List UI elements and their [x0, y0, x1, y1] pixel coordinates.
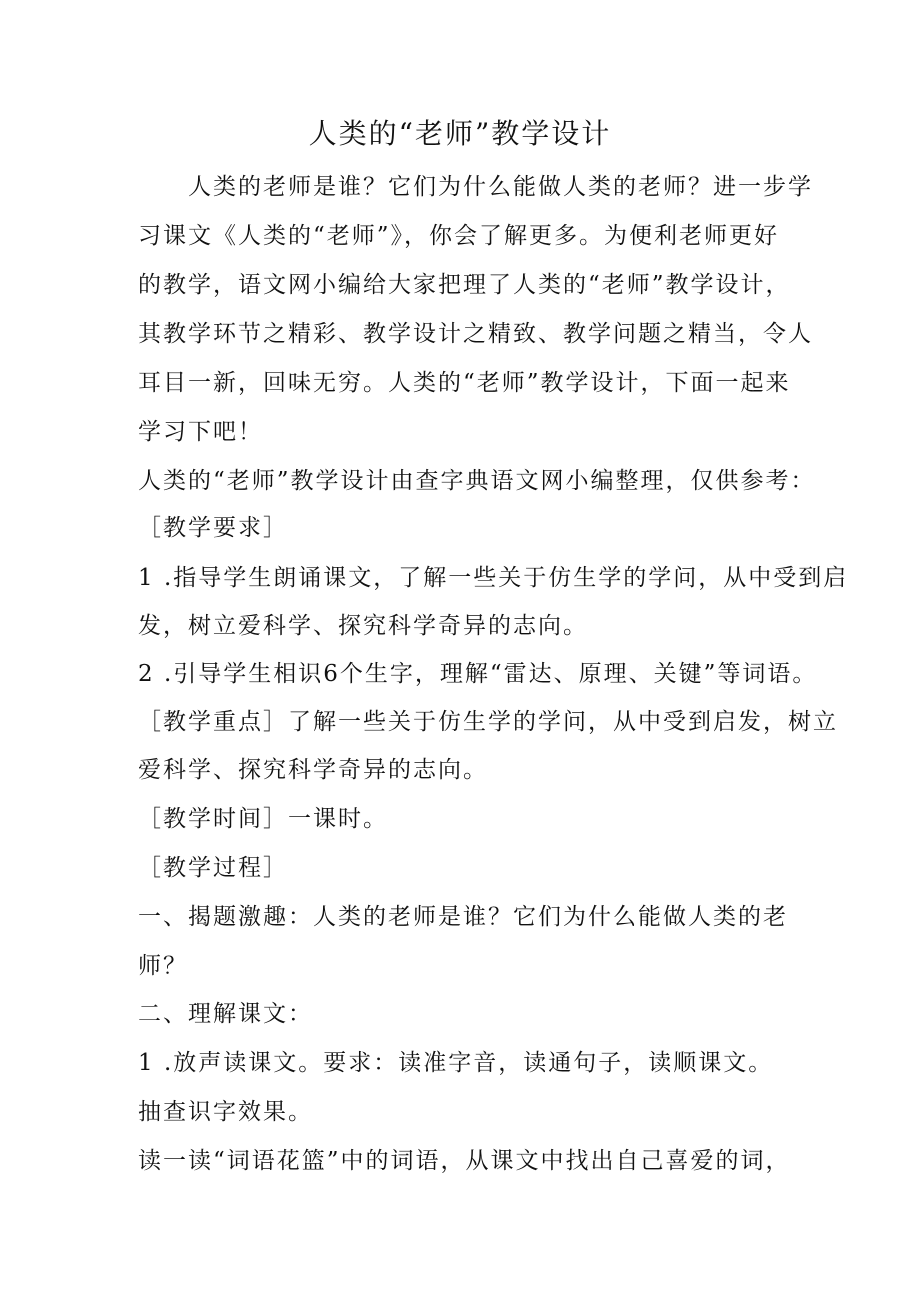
paragraph-line: 师？: [138, 953, 188, 979]
section-heading: ［教学重点］了解一些关于仿生学的学问，从中受到启发，树立: [138, 709, 838, 735]
document-title: 人类的“老师”教学设计: [308, 117, 612, 150]
paragraph-line: 人类的老师是谁？它们为什么能做人类的老师？进一步学: [138, 174, 813, 200]
paragraph-line: 读一读“词语花篮”中的词语，从课文中找出自己喜爱的词，: [138, 1148, 791, 1174]
list-item: 1 .放声读课文。要求：读准字音，读通句子，读顺课文。: [138, 1050, 774, 1076]
list-item: 2 .引导学生相识6个生字，理解“雷达、原理、关键”等词语。: [138, 661, 818, 687]
paragraph-line: 抽查识字效果。: [138, 1099, 313, 1125]
paragraph-line: 一、揭题激趣：人类的老师是谁？它们为什么能做人类的老: [138, 904, 788, 930]
paragraph-line: 耳目一新，回味无穷。人类的“老师”教学设计，下面一起来: [138, 370, 791, 396]
section-heading: ［教学过程］: [138, 855, 288, 881]
section-heading: ［教学时间］一课时。: [138, 806, 388, 832]
paragraph-line: 学习下吧！: [138, 419, 263, 445]
paragraph-line: 习课文《人类的“老师”》，你会了解更多。为便利老师更好: [138, 223, 780, 249]
section-heading: 二、理解课文：: [138, 1001, 313, 1027]
list-item: 1 .指导学生朗诵课文，了解一些关于仿生学的学问，从中受到启: [138, 565, 849, 591]
paragraph-line: 其教学环节之精彩、教学设计之精致、教学问题之精当，令人: [138, 321, 813, 347]
section-heading: ［教学要求］: [138, 515, 288, 541]
paragraph-line: 的教学，语文网小编给大家把理了人类的“老师”教学设计，: [138, 272, 791, 298]
paragraph-line: 爱科学、探究科学奇异的志向。: [138, 757, 488, 783]
list-item-continuation: 发，树立爱科学、探究科学奇异的志向。: [138, 613, 588, 639]
paragraph-line: 人类的“老师”教学设计由查字典语文网小编整理，仅供参考：: [138, 468, 816, 494]
